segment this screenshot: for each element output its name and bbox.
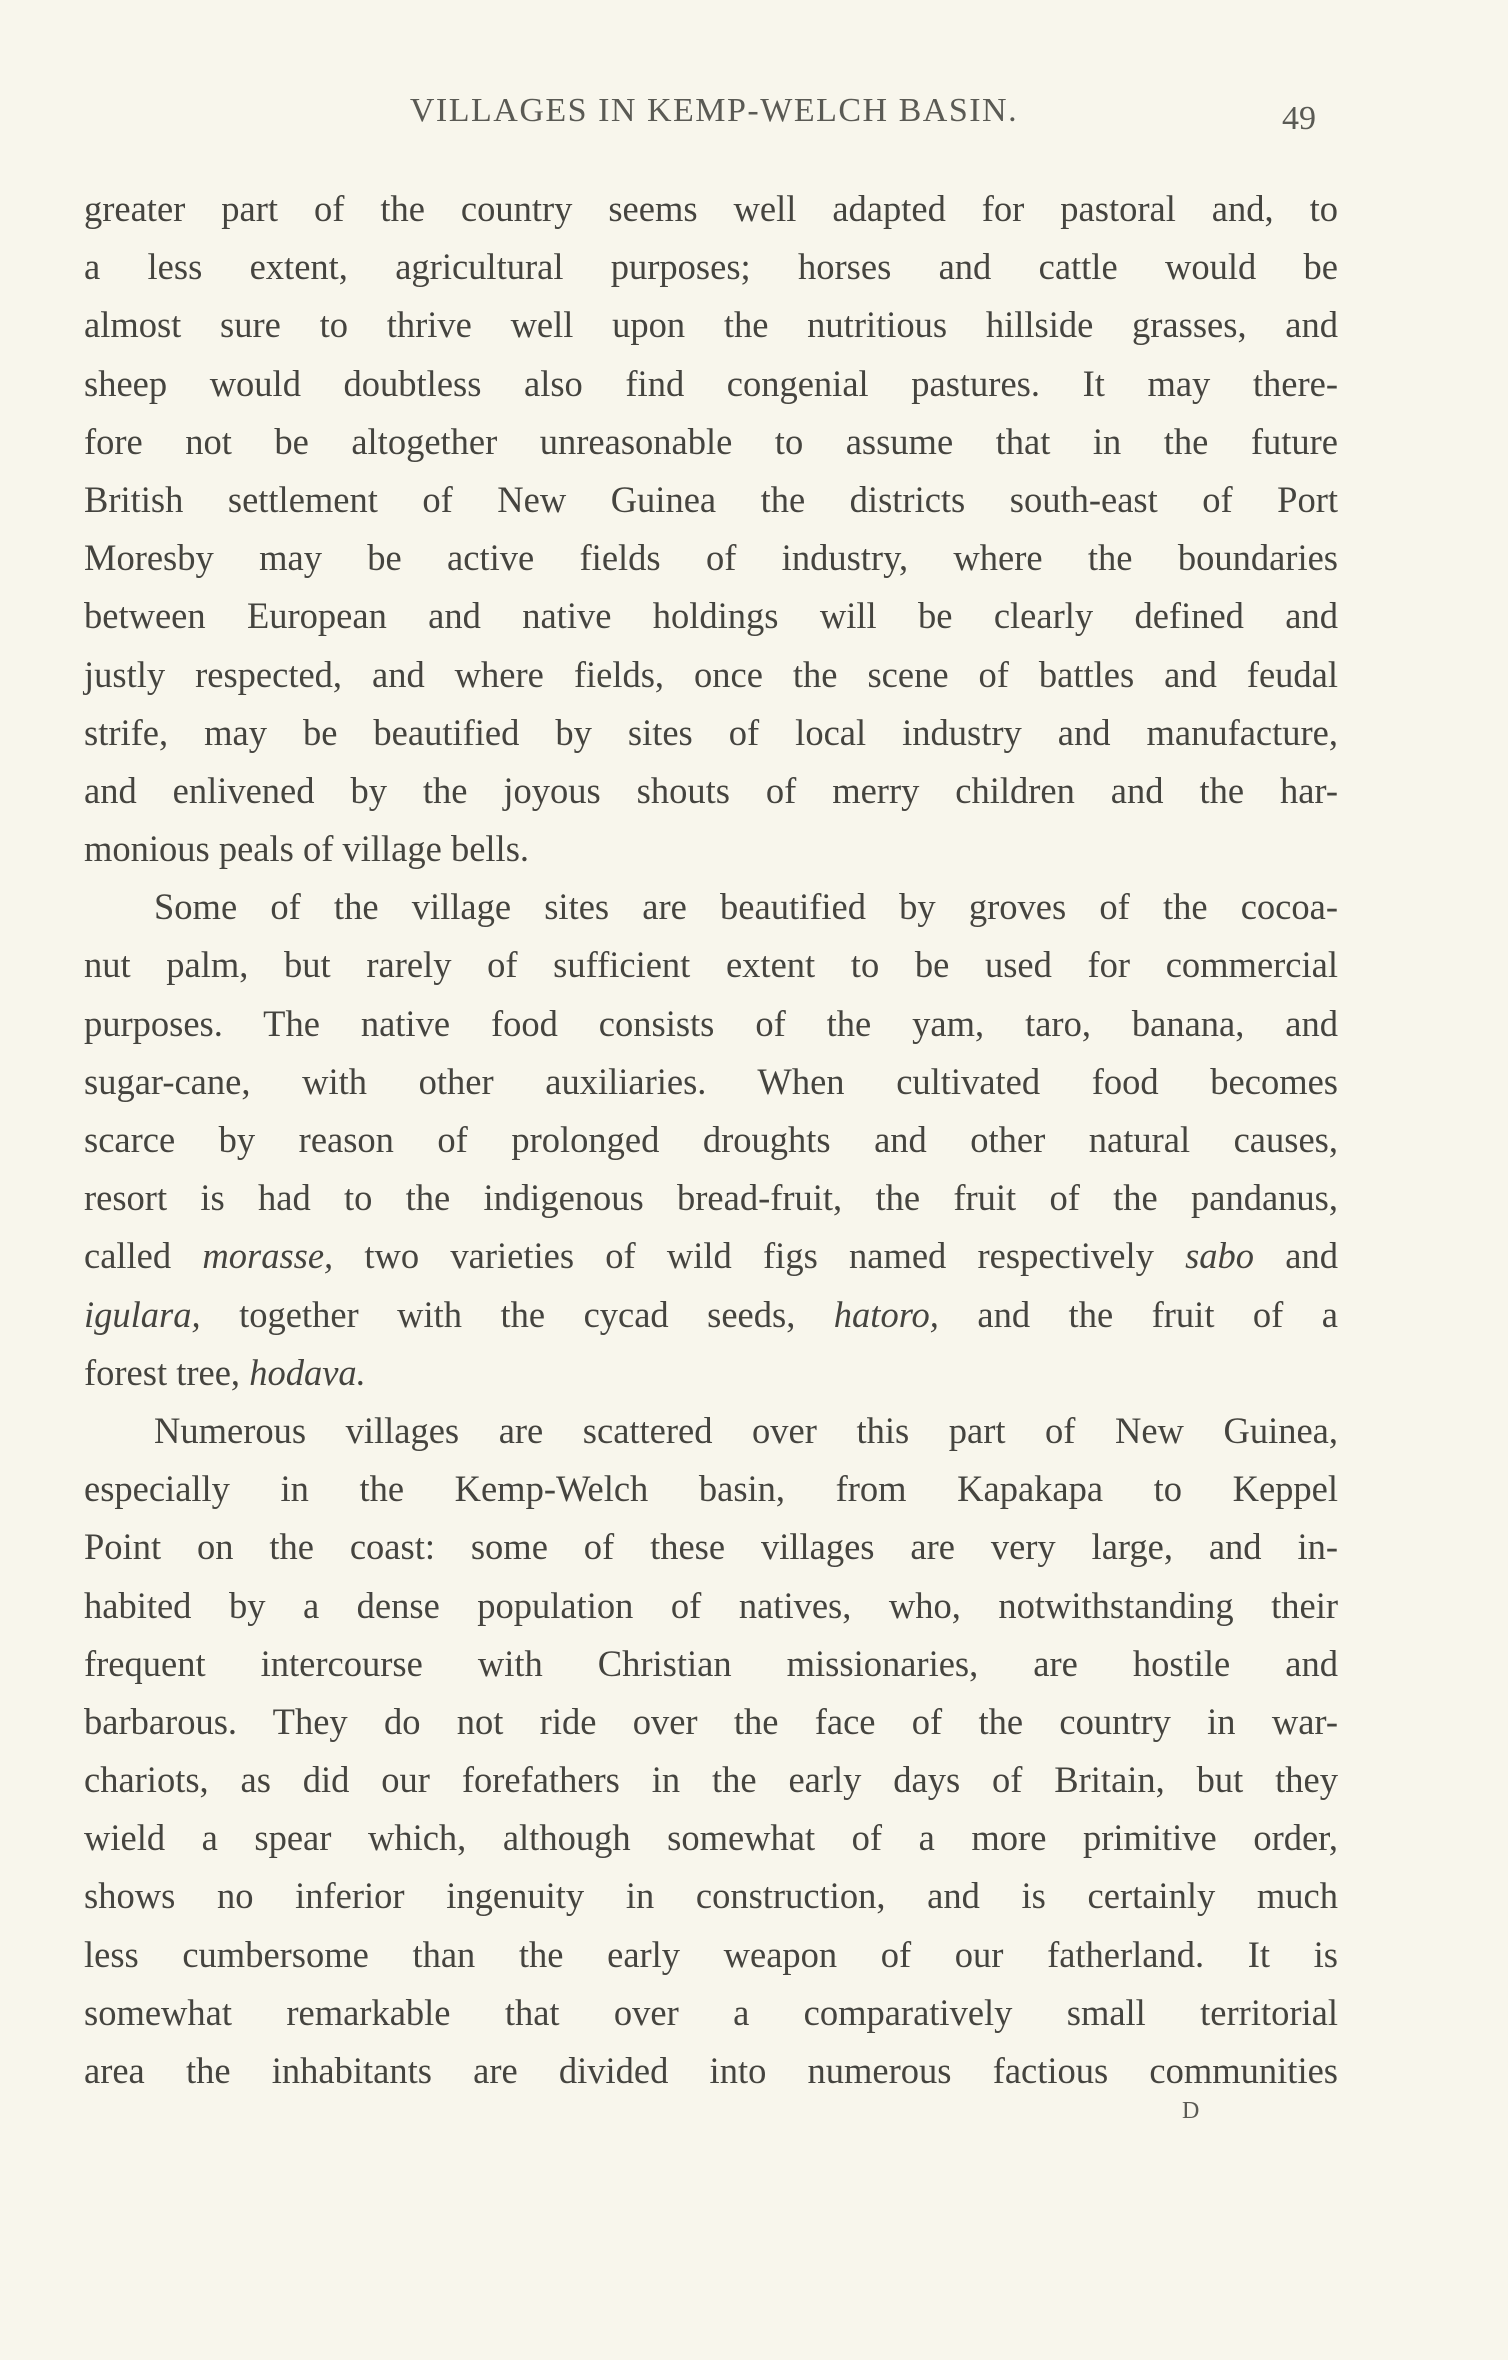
text-segment: area the inhabitants are divided into numerous factious communities (84, 2050, 1338, 2091)
text-segment: fore not be altogether unreasonable to assume that in the future (84, 420, 1338, 462)
text-segment: chariots, as did our forefathers in the early days of Britain, but they (84, 1759, 1338, 1801)
text-line (84, 936, 1338, 994)
text-line (84, 762, 1338, 820)
text-segment: wield a spear which, although somewhat of a more primitive order, (84, 1817, 1338, 1859)
text-segment: sheep would doubtless also find congenial pastures. It may there- (84, 362, 1338, 404)
text-segment: between European and native holdings will be clearly defined and (84, 595, 1338, 637)
text-line (84, 1518, 1338, 1576)
text-segment: and enlivened by the joyous shouts of merry children and the har- (84, 769, 1338, 811)
text-segment: Numerous villages are scattered over this part of New Guinea, (154, 1409, 1338, 1451)
text-segment: a less extent, agricultural purposes; horses and cattle would be (84, 246, 1338, 288)
text-line (84, 704, 1338, 762)
text-line (84, 1693, 1338, 1751)
text-line (84, 1402, 1338, 1460)
text-segment: shows no inferior ingenuity in construction, and is certainly much (84, 1875, 1338, 1917)
text-line (84, 1867, 1338, 1925)
running-header: VILLAGES IN KEMP-WELCH BASIN. (409, 92, 1019, 129)
page-number: 49 (1282, 100, 1316, 137)
text-segment: greater part of the country seems well adapted for pastoral and, to (84, 188, 1338, 229)
text-line (84, 1984, 1338, 2042)
italic-term: sabo (1185, 1235, 1255, 1277)
text-segment: justly respected, and where fields, once the scene of battles and feudal (84, 653, 1338, 695)
text-line (84, 1111, 1338, 1169)
text-line (84, 471, 1338, 529)
italic-term: hatoro, (833, 1293, 939, 1335)
text-line (84, 1460, 1338, 1518)
text-segment: Point on the coast: some of these villages are very large, and in- (84, 1526, 1338, 1568)
text-line (84, 1227, 1338, 1285)
text-segment: especially in the Kemp-Welch basin, from Kapakapa to Keppel (84, 1468, 1338, 1510)
text-line (84, 1926, 1338, 1984)
text-line (84, 180, 1338, 238)
text-line (84, 413, 1338, 471)
text-segment: almost sure to thrive well upon the nutritious hillside grasses, and (84, 304, 1338, 346)
text-segment: together with the cycad seeds, (200, 1293, 834, 1335)
text-line (84, 1751, 1338, 1809)
text-line (84, 355, 1338, 413)
text-segment: and (1254, 1235, 1338, 1277)
signature-mark: D (1182, 2098, 1200, 2124)
text-line (84, 995, 1338, 1053)
text-line (84, 1286, 1338, 1344)
text-segment: called (84, 1235, 203, 1277)
text-line (84, 1635, 1338, 1693)
text-segment: somewhat remarkable that over a comparatively small territorial (84, 1991, 1338, 2033)
text-segment: scarce by reason of prolonged droughts and other natural causes, (84, 1119, 1338, 1160)
text-segment: less cumbersome than the early weapon of our fatherland. It is (84, 1933, 1338, 1975)
italic-term: hodava. (249, 1351, 366, 1393)
italic-term: igulara, (84, 1293, 201, 1335)
text-line (84, 1169, 1338, 1227)
text-segment: sugar-cane, with other auxiliaries. When cultivated food becomes (84, 1060, 1338, 1102)
italic-term: morasse, (202, 1235, 334, 1277)
text-segment: resort is had to the indigenous bread-fruit, the fruit of the pandanus, (84, 1177, 1338, 1219)
text-line (84, 2042, 1338, 2100)
text-line (84, 646, 1338, 704)
text-segment: forest tree, (84, 1351, 250, 1393)
text-segment: purposes. The native food consists of the yam, taro, banana, and (84, 1002, 1338, 1044)
text-line (84, 587, 1338, 645)
text-segment: nut palm, but rarely of sufficient extent to be used for commercial (84, 944, 1338, 986)
body-text (84, 180, 1338, 2100)
text-segment: Some of the village sites are beautified by groves of the cocoa- (154, 886, 1338, 928)
text-line (84, 238, 1338, 296)
text-line (84, 1809, 1338, 1867)
text-segment: British settlement of New Guinea the districts south-east of Port (84, 478, 1338, 520)
text-segment: frequent intercourse with Christian missionaries, are hostile and (84, 1642, 1338, 1684)
text-segment: habited by a dense population of natives, who, notwithstanding their (84, 1584, 1338, 1626)
text-segment: and the fruit of a (938, 1293, 1338, 1335)
text-line (84, 296, 1338, 354)
text-segment: Moresby may be active fields of industry, where the boundaries (84, 537, 1338, 579)
text-segment: strife, may be beautified by sites of local industry and manufacture, (84, 711, 1338, 753)
text-line (84, 1344, 1338, 1402)
text-line (84, 878, 1338, 936)
text-segment: barbarous. They do not ride over the face of the country in war- (84, 1700, 1338, 1742)
text-line (84, 529, 1338, 587)
text-segment: two varieties of wild figs named respectively (333, 1235, 1186, 1277)
text-segment: monious peals of village bells. (84, 828, 530, 870)
text-line (84, 1577, 1338, 1635)
text-line (84, 1053, 1338, 1111)
text-line (84, 820, 1338, 878)
